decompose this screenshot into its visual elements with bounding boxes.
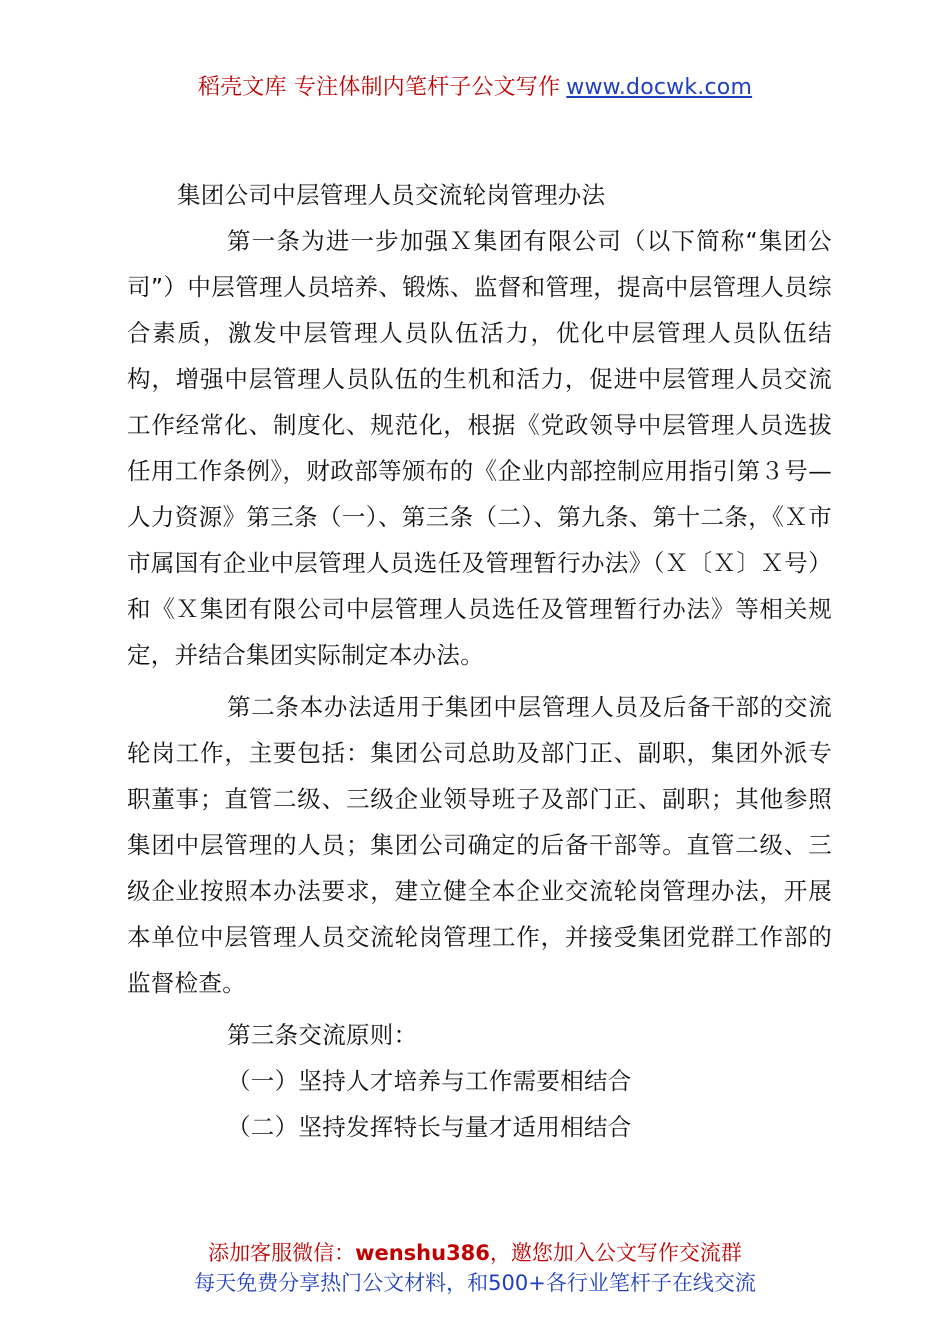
article-3: 第三条交流原则： bbox=[227, 1021, 418, 1049]
footer-contact-suffix: ，邀您加入公文写作交流群 bbox=[489, 1241, 742, 1265]
promo-footer bbox=[0, 1238, 950, 1298]
site-url-link[interactable]: www.docwk.com bbox=[566, 75, 753, 100]
document-title: 集团公司中层管理人员交流轮岗管理办法 bbox=[177, 181, 606, 209]
article-1: 第一条为进一步加强Ｘ集团有限公司（以下简称“集团公司”）中层管理人员培养、锻炼、监督和管理，提高中层管理人员综合素质，激发中层管理人员队伍活力，优化中层管理人员队伍结构，增强中层管理人员队伍的生机和活力，促进中层管理人员交流工作经常化、制度化、规范化，根据《党政领导中层管理人员选拔任用工作条例》，财政部等颁布的《企业内部控制应用指引第３号—人力资源》第三条（一）、第三条（二）、第九条、第十二条，《Ｘ市市属国有企业中层管理人员选任及管理暂行办法》（Ｘ〔Ｘ〕Ｘ号）和《Ｘ集团有限公司中层管理人员选任及管理暂行办法》等相关规定，并结合集团实际制定本办法。 bbox=[127, 227, 832, 669]
wechat-id: wenshu386 bbox=[355, 1241, 490, 1265]
site-slogan: 稻壳文库 专注体制内笔杆子公文写作 bbox=[197, 75, 561, 100]
site-header bbox=[0, 70, 950, 101]
footer-contact-line bbox=[0, 1238, 950, 1268]
principle-item-1: （一）坚持人才培养与工作需要相结合 bbox=[227, 1067, 632, 1095]
document-body bbox=[127, 172, 832, 1150]
footer-share-line: 每天免费分享热门公文材料，和500+各行业笔杆子在线交流 bbox=[194, 1271, 756, 1295]
footer-contact-prefix: 添加客服微信： bbox=[208, 1241, 356, 1265]
principle-item-2: （二）坚持发挥特长与量才适用相结合 bbox=[227, 1113, 632, 1141]
article-2: 第二条本办法适用于集团中层管理人员及后备干部的交流轮岗工作，主要包括：集团公司总助及部门正、副职，集团外派专职董事；直管二级、三级企业领导班子及部门正、副职；其他参照集团中层管理的人员；集团公司确定的后备干部等。直管二级、三级企业按照本办法要求，建立健全本企业交流轮岗管理办法，开展本单位中层管理人员交流轮岗管理工作，并接受集团党群工作部的监督检查。 bbox=[127, 693, 832, 997]
